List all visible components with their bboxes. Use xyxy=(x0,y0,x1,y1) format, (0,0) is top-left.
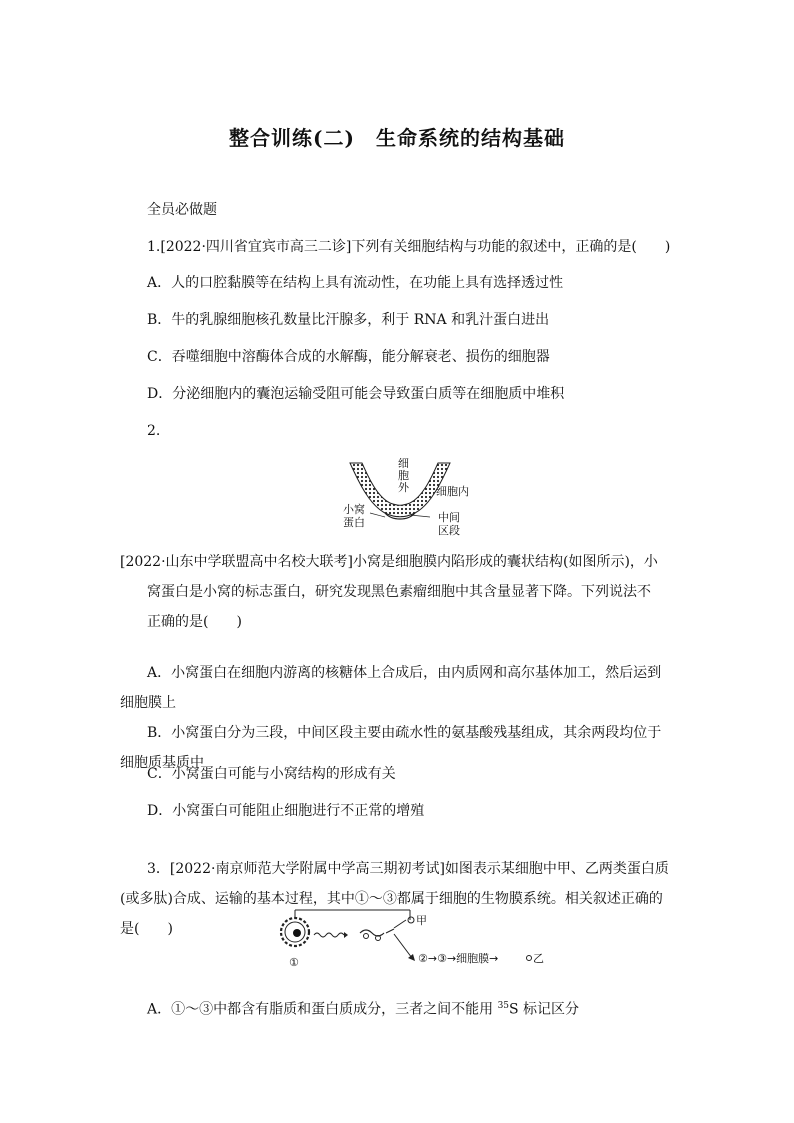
label-chain: ②→③→细胞膜→ xyxy=(418,952,499,965)
q1-option-d: D．分泌细胞内的囊泡运输受阻可能会导致蛋白质等在细胞质中堆积 xyxy=(147,386,565,402)
label-jia: 甲 xyxy=(416,914,427,927)
q2-option-a: A．小窝蛋白在细胞内游离的核糖体上合成后，由内质网和高尔基体加工，然后运到细胞膜上 xyxy=(120,665,662,711)
label-circle-1: ① xyxy=(289,956,299,969)
label-outside-1: 细 xyxy=(398,457,409,470)
protein-transport-figure xyxy=(270,908,570,970)
caveola-figure xyxy=(340,455,480,543)
q3-option-a xyxy=(147,996,579,1020)
q2-option-b: B．小窝蛋白分为三段，中间区段主要由疏水性的氨基酸残基组成，其余两段均位于细胞质基质中 xyxy=(120,725,662,771)
q3-stem: 3．[2022·南京师范大学附属中学高三期初考试]如图表示某细胞中甲、乙两类蛋白质(或多肽)合成、运输的基本过程，其中①～③都属于细胞的生物膜系统。相关叙述正确的是( ) xyxy=(120,861,669,937)
q1-option-a: A．人的口腔黏膜等在结构上具有流动性，在功能上具有选择透过性 xyxy=(147,275,564,291)
label-middle-2: 区段 xyxy=(438,524,460,537)
q2-option-d: D．小窝蛋白可能阻止细胞进行不正常的增殖 xyxy=(147,803,425,819)
label-yi: 乙 xyxy=(533,952,544,965)
label-outside-2: 胞 xyxy=(398,469,409,482)
label-outside-3: 外 xyxy=(398,481,409,494)
q2-stem: [2022·山东中学联盟高中名校大联考]小窝是细胞膜内陷形成的囊状结构(如图所示)，小窝蛋白是小窝的标志蛋白，研究发现黑色素瘤细胞中其含量显著下降。下列说法不正确的是( ) xyxy=(120,554,658,630)
label-inside: 细胞内 xyxy=(436,485,469,498)
q3-option-a-text: A．①～③中都含有脂质和蛋白质成分，三者之间不能用 xyxy=(147,1001,498,1018)
section-heading: 全员必做题 xyxy=(147,202,217,218)
q3-option-a-tail: S 标记区分 xyxy=(509,1001,580,1018)
q1-stem: 1.[2022·四川省宜宾市高三二诊]下列有关细胞结构与功能的叙述中，正确的是( ) xyxy=(147,239,671,255)
q2-option-c: C．小窝蛋白可能与小窝结构的形成有关 xyxy=(147,766,396,782)
isotope-mass-number: 35 xyxy=(497,1001,510,1011)
label-caveolin-1: 小窝 xyxy=(343,503,365,516)
q2-number: 2. xyxy=(147,423,161,439)
q1-option-c: C．吞噬细胞中溶酶体合成的水解酶，能分解衰老、损伤的细胞器 xyxy=(147,349,550,365)
label-caveolin-2: 蛋白 xyxy=(343,516,365,529)
q1-option-b: B．牛的乳腺细胞核孔数量比汗腺多，利于 RNA 和乳汁蛋白进出 xyxy=(147,312,550,328)
page-title: 整合训练(二) 生命系统的结构基础 xyxy=(229,126,565,150)
label-middle-1: 中间 xyxy=(438,511,460,524)
